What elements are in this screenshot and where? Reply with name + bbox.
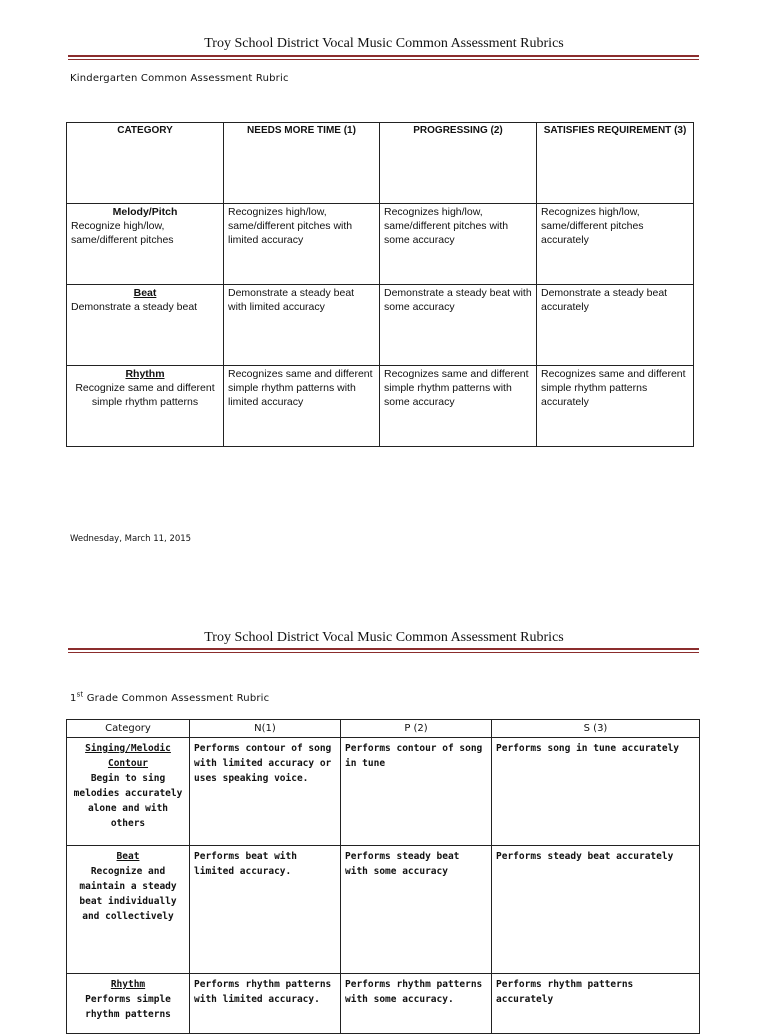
category-desc: Begin to sing melodies accurately alone and with others: [73, 773, 183, 829]
n-cell: Performs contour of song with limited accuracy or uses speaking voice.: [190, 738, 341, 846]
satisfies-cell: Recognizes high/low, same/different pitches accurately: [537, 204, 694, 285]
s-cell: Performs song in tune accurately: [492, 738, 700, 846]
satisfies-cell: Demonstrate a steady beat accurately: [537, 285, 694, 366]
category-title: Beat: [116, 851, 140, 862]
p-cell: Performs contour of song in tune: [341, 738, 492, 846]
header-cell: PROGRESSING (2): [380, 123, 537, 204]
page-title: Troy School District Vocal Music Common Assessment Rubrics: [204, 36, 564, 51]
title-rule-thin: [68, 59, 699, 60]
category-cell: [67, 204, 224, 285]
header-cell: S (3): [492, 720, 700, 738]
table-row: [67, 366, 694, 447]
rubric-subtitle: [70, 690, 270, 704]
s-cell: Performs rhythm patterns accurately: [492, 974, 700, 1034]
category-desc: Demonstrate a steady beat: [71, 301, 198, 313]
p-cell: Performs steady beat with some accuracy: [341, 846, 492, 974]
table-row: [67, 846, 700, 974]
subtitle-text: Grade Common Assessment Rubric: [83, 693, 270, 704]
header-cell: N(1): [190, 720, 341, 738]
category-desc: Recognize high/low, same/different pitches: [71, 220, 174, 246]
category-title: Rhythm: [110, 979, 146, 990]
category-title: Melody/Pitch: [112, 206, 178, 218]
header-cell: Category: [67, 720, 190, 738]
category-cell: [67, 285, 224, 366]
p-cell: Performs rhythm patterns with some accuracy.: [341, 974, 492, 1034]
table-row: [67, 204, 694, 285]
table-header-row: [67, 720, 700, 738]
category-desc: Recognize and maintain a steady beat individually and collectively: [79, 866, 177, 922]
page-date: Wednesday, March 11, 2015: [70, 534, 192, 544]
title-rule: [68, 55, 699, 57]
category-cell: [67, 846, 190, 974]
table-row: [67, 974, 700, 1034]
subtitle-number: 1: [70, 693, 77, 704]
title-rule-thin: [68, 652, 699, 653]
rubric-subtitle: Kindergarten Common Assessment Rubric: [70, 73, 289, 84]
header-cell: CATEGORY: [67, 123, 224, 204]
header-cell: NEEDS MORE TIME (1): [224, 123, 380, 204]
table-header-row: [67, 123, 694, 204]
needs-more-time-cell: Recognizes high/low, same/different pitches with limited accuracy: [224, 204, 380, 285]
title-rule: [68, 648, 699, 650]
progressing-cell: Recognizes high/low, same/different pitches with some accuracy: [380, 204, 537, 285]
progressing-cell: Recognizes same and different simple rhythm patterns with some accuracy: [380, 366, 537, 447]
progressing-cell: Demonstrate a steady beat with some accuracy: [380, 285, 537, 366]
category-desc: Performs simple rhythm patterns: [85, 994, 171, 1020]
table-row: [67, 738, 700, 846]
subtitle-ordinal: st: [76, 690, 84, 699]
kindergarten-rubric-table: [66, 122, 694, 447]
n-cell: Performs beat with limited accuracy.: [190, 846, 341, 974]
page-title: Troy School District Vocal Music Common Assessment Rubrics: [204, 630, 564, 645]
needs-more-time-cell: Demonstrate a steady beat with limited accuracy: [224, 285, 380, 366]
category-cell: [67, 738, 190, 846]
category-cell: [67, 366, 224, 447]
header-cell: P (2): [341, 720, 492, 738]
category-title: Beat: [133, 287, 157, 299]
category-desc: Recognize same and different simple rhythm patterns: [75, 382, 215, 408]
first-grade-rubric-table: [66, 719, 700, 1034]
n-cell: Performs rhythm patterns with limited accuracy.: [190, 974, 341, 1034]
table-row: [67, 285, 694, 366]
category-cell: [67, 974, 190, 1034]
category-title: Singing/Melodic Contour: [85, 743, 171, 769]
needs-more-time-cell: Recognizes same and different simple rhythm patterns with limited accuracy: [224, 366, 380, 447]
header-cell: SATISFIES REQUIREMENT (3): [537, 123, 694, 204]
s-cell: Performs steady beat accurately: [492, 846, 700, 974]
category-title: Rhythm: [125, 368, 165, 380]
satisfies-cell: Recognizes same and different simple rhythm patterns accurately: [537, 366, 694, 447]
